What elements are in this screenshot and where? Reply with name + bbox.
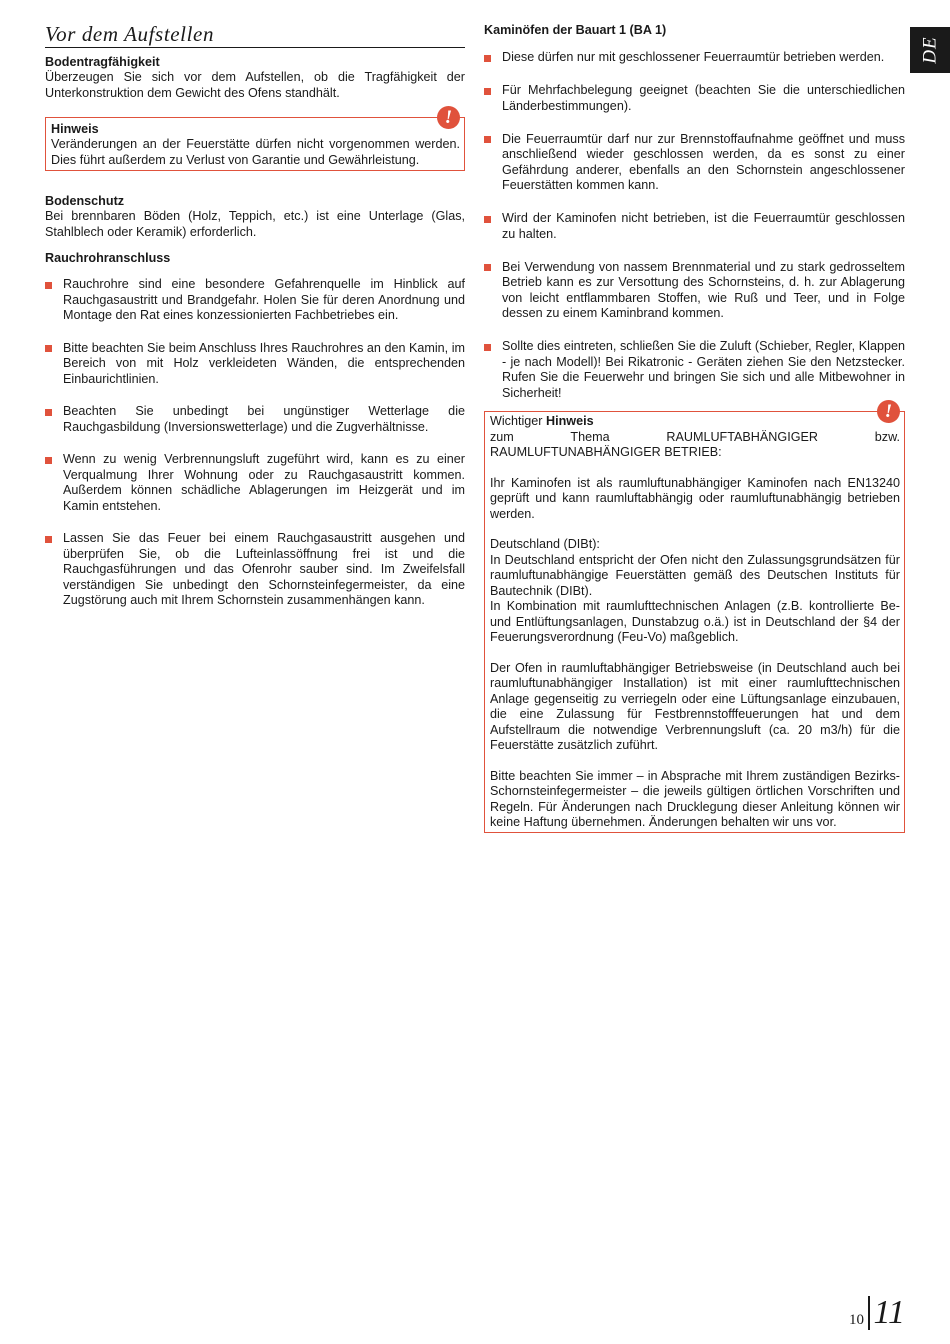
wichtig-bold: Hinweis [545, 414, 594, 428]
page-number-left: 10 [849, 1311, 865, 1328]
list-item: Sollte dies eintreten, schließen Sie die Zuluft (Schieber, Regler, Klappen - je nach Modell)! Bei Rikatronic - Geräten ziehen Sie den Netzstecker. Rufen Sie die Feuerwehr und bringen Sie sich und alle Mitbewohner in Sicherheit! [484, 339, 905, 401]
page-divider [868, 1296, 870, 1330]
language-tab [910, 27, 950, 73]
bodentrag-text: Überzeugen Sie sich vor dem Aufstellen, ob die Tragfähigkeit der Unterkonstruktion dem Gewicht des Ofens standhält. [45, 70, 465, 100]
bodenschutz-text: Bei brennbaren Böden (Holz, Teppich, etc.) ist eine Unterlage (Glas, Stahlblech oder Keramik) erforderlich. [45, 209, 465, 239]
hinweis-box [45, 107, 465, 171]
bauart-list [484, 50, 905, 401]
list-item: Wird der Kaminofen nicht betrieben, ist die Feuerraumtür geschlossen zu halten. [484, 211, 905, 242]
language-label: DE [919, 36, 941, 64]
wichtig-p2-title: Deutschland (DIBt): [490, 537, 600, 551]
warning-icon: ! [877, 400, 900, 423]
wichtig-box [484, 401, 905, 833]
left-column [45, 22, 465, 626]
hinweis-heading: Hinweis [51, 122, 99, 136]
hinweis-text: Veränderungen an der Feuerstätte dürfen nicht vorgenommen werden. Dies führt außerdem zu Verlust von Garantie und Gewährleistung. [51, 137, 460, 167]
list-item: Bei Verwendung von nassem Brennmaterial und zu stark gedrosseltem Betrieb kann es zur Versottung des Schornsteins, d. h. zur Ablagerung von leicht entflammbaren Stoffen, wie Ruß und Teer, und in Folge dessen zu einem Kaminbrand kommen. [484, 260, 905, 322]
warning-icon: ! [437, 106, 460, 129]
wichtig-p2-text2: In Kombination mit raumlufttechnischen Anlagen (z.B. kontrollierte Be- und Entlüftungsanlagen, Dunstabzug o.ä.) ist in Deutschland der §4 der Feuerungsverordnung (Feu-Vo) maßgeblich. [490, 599, 900, 644]
wichtig-title [490, 414, 900, 430]
wichtig-p3: Der Ofen in raumluftabhängiger Betriebsweise (in Deutschland auch bei raumluftunabhängiger Installation) ist mit einer raumlufttechnischen Anlage gegenseitig zu verriegeln oder eine Lüftungsanlage einzubauen, die eine Zulassung für Festbrennstofffeuerungen hat und dem Aufstellraum die notwendige Verbrennungsluft (ca. 20 m3/h) für die Feuerstätte zusätzlich zuführt. [490, 660, 900, 752]
wichtig-p4: Bitte beachten Sie immer – in Absprache mit Ihrem zuständigen Bezirks-Schornsteinfegermeister – die jeweils gültigen örtlichen Vorschriften und Regeln. Für Änderungen nach Drucklegung dieser Anleitung können wir keine Haftung übernehmen. Änderungen behalten wir uns vor. [490, 768, 900, 829]
list-item: Für Mehrfachbelegung geeignet (beachten Sie die unterschiedlichen Länderbestimmungen). [484, 83, 905, 114]
list-item: Die Feuerraumtür darf nur zur Brennstoffaufnahme geöffnet und muss anschließend wieder geschlossen werden, da es sonst zu einer Gefährdung anderer, ebenfalls an den Schornstein angeschlossener Feuerstätten kommen kann. [484, 132, 905, 194]
rauchrohr-heading: Rauchrohranschluss [45, 251, 171, 265]
bodentrag-heading: Bodentragfähigkeit [45, 55, 160, 69]
list-item: Rauchrohre sind eine besondere Gefahrenquelle im Hinblick auf Rauchgasaustritt und Brandgefahr. Holen Sie für deren Anordnung und Montage den Rat eines konzessionierten Fachbetriebes ein. [45, 277, 465, 324]
wichtig-p2-text: In Deutschland entspricht der Ofen nicht den Zulassungsgrundsätzen für raumluftunabhängige Feuerstätten gemäß des Deutschen Instituts für Bautechnik (DIBt). [490, 552, 900, 598]
wichtig-p1: Ihr Kaminofen ist als raumluftunabhängiger Kaminofen nach EN13240 geprüft und kann raumluftabhängig oder raumluftunabhängig betrieben werden. [490, 475, 900, 521]
list-item: Beachten Sie unbedingt bei ungünstiger Wetterlage die Rauchgasbildung (Inversionswetterlage) und die Zugverhältnisse. [45, 404, 465, 435]
list-item: Bitte beachten Sie beim Anschluss Ihres Rauchrohres an den Kamin, im Bereich von mit Holz verkleideten Wänden, die entsprechenden Einbaurichtlinien. [45, 341, 465, 388]
list-item: Lassen Sie das Feuer bei einem Rauchgasaustritt ausgehen und überprüfen Sie, ob die Lufteinlassöffnung frei ist und die Rauchgasführungen und das Ofenrohr sauber sind. Im Zweifelsfall verständigen Sie unbedingt den Schornsteinfegermeister, da eine Zugstörung auch mit Ihrem Schornstein zusammenhängen kann. [45, 531, 465, 609]
list-item: Wenn zu wenig Verbrennungsluft zugeführt wird, kann es zu einer Verqualmung Ihrer Wohnung oder zu Rauchgasaustritt kommen. Außerdem können schädliche Ablagerungen im Heizgerät und im Kamin entstehen. [45, 452, 465, 514]
page-number-right: 11 [873, 1294, 905, 1331]
bodenschutz-heading: Bodenschutz [45, 194, 125, 208]
right-column [484, 22, 905, 833]
page-numbers [849, 1296, 905, 1330]
wichtig-topic: zum Thema RAUMLUFTABHÄNGIGER bzw. RAUMLUFTUNABHÄNGIGER BETRIEB: [490, 429, 900, 459]
section-title: Vor dem Aufstellen [45, 22, 465, 48]
wichtig-prefix: Wichtiger [490, 414, 546, 428]
list-item: Diese dürfen nur mit geschlossener Feuerraumtür betrieben werden. [484, 50, 905, 66]
bauart-heading: Kaminöfen der Bauart 1 (BA 1) [484, 23, 667, 37]
rauchrohr-list [45, 277, 465, 609]
